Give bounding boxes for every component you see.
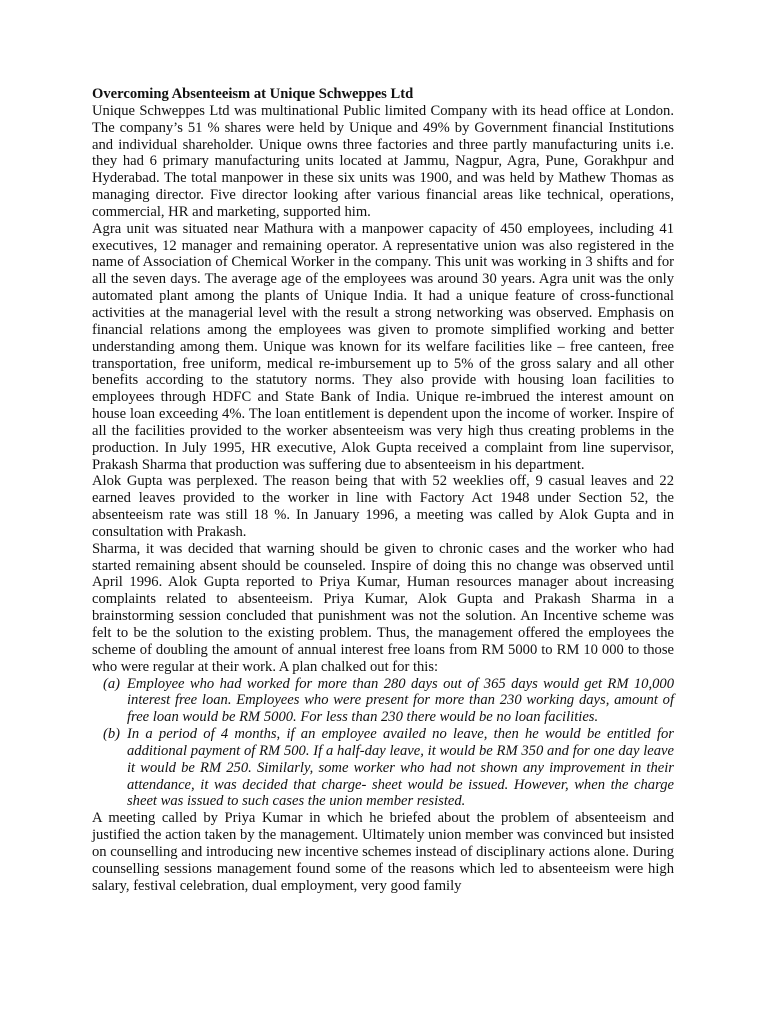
list-item: [92, 676, 674, 727]
list-item-text: Employee who had worked for more than 280 days out of 365 days would get RM 10,000 interest free loan. Employees who were present for more than 230 working days, amount of free loan would be RM 5000. For less than 230 there would be no loan facilities.: [127, 675, 674, 726]
paragraph-company-overview: Unique Schweppes Ltd was multinational Public limited Company with its head office at London. The company’s 51 % shares were held by Unique and 49% by Government financial Institutions and individual shareholder. Unique owns three factories and three partly manufacturing units i.e. they had 6 primary manufacturing units located at Jammu, Nagpur, Agra, Pune, Gorakhpur and Hyderabad. The total manpower in these six units was 1900, and was held by Mathew Thomas as managing director. Five director looking after various financial areas like technical, operations, commercial, HR and marketing, supported him.: [92, 102, 674, 220]
paragraph-agra-unit: Agra unit was situated near Mathura with a manpower capacity of 450 employees, including 41 executives, 12 manager and remaining operator. A representative union was also registered in the name of Association of Chemical Worker in the company. This unit was working in 3 shifts and for all the seven days. The average age of the employees was around 30 years. Agra unit was the only automated plant among the plants of Unique India. It had a unique feature of cross-functional activities at the managerial level with the result a strong networking was observed. Emphasis on financial relations among the employees was given to promote simplified working and better understanding among them. Unique was known for its welfare facilities like – free canteen, free transportation, free uniform, medical re-imbursement up to 5% of the gross salary and all other benefits according to the statutory norms. They also provide with housing loan facilities to employees through HDFC and State Bank of India. Unique re-imbrued the interest amount on house loan exceeding 4%. The loan entitlement is dependent upon the income of worker. Inspire of all the facilities provided to the worker absenteeism was very high thus creating problems in the production. In July 1995, HR executive, Alok Gupta received a complaint from line supervisor, Prakash Sharma that production was suffering due to absenteeism in his department.: [92, 220, 674, 473]
list-item-text: In a period of 4 months, if an employee availed no leave, then he would be entitled for additional payment of RM 500. If a half-day leave, it would be RM 350 and for one day leave it would be RM 250. Similarly, some worker who had not shown any improvement in their attendance, it was decided that charge- sheet would be issued. However, when the charge sheet was issued to such cases the union member resisted.: [127, 726, 674, 810]
paragraph-incentive-scheme: Sharma, it was decided that warning should be given to chronic cases and the worker who had started remaining absent should be counseled. Inspire of doing this no change was observed until April 1996. Alok Gupta reported to Priya Kumar, Human resources manager about increasing complaints related to absenteeism. Priya Kumar, Alok Gupta and Prakash Sharma in a brainstorming session concluded that punishment was not the solution. An Incentive scheme was felt to be the solution to the existing problem. Thus, the management offered the employees the scheme of doubling the amount of annual interest free loans from RM 5000 to RM 10 000 to those who were regular at their work. A plan chalked out for this:: [92, 540, 674, 675]
document-page: [92, 86, 674, 895]
document-title: Overcoming Absenteeism at Unique Schweppes Ltd: [92, 86, 414, 102]
paragraph-meeting-priya-kumar: A meeting called by Priya Kumar in which he briefed about the problem of absenteeism and justified the action taken by the management. Ultimately union member was convinced but insisted on counselling and introducing new incentive schemes instead of disciplinary actions alone. During counselling sessions management found some of the reasons which led to absenteeism were high salary, festival celebration, dual employment, very good family: [92, 810, 674, 894]
list-item: [92, 726, 674, 810]
paragraph-alok-gupta-perplexed: Alok Gupta was perplexed. The reason being that with 52 weeklies off, 9 casual leaves and 22 earned leaves provided to the worker in line with Factory Act 1948 under Section 52, the absenteeism rate was still 18 %. In January 1996, a meeting was called by Alok Gupta and in consultation with Prakash.: [92, 473, 674, 540]
list-marker: (b): [103, 726, 121, 743]
list-marker: (a): [103, 675, 121, 692]
plan-list: [92, 676, 674, 811]
